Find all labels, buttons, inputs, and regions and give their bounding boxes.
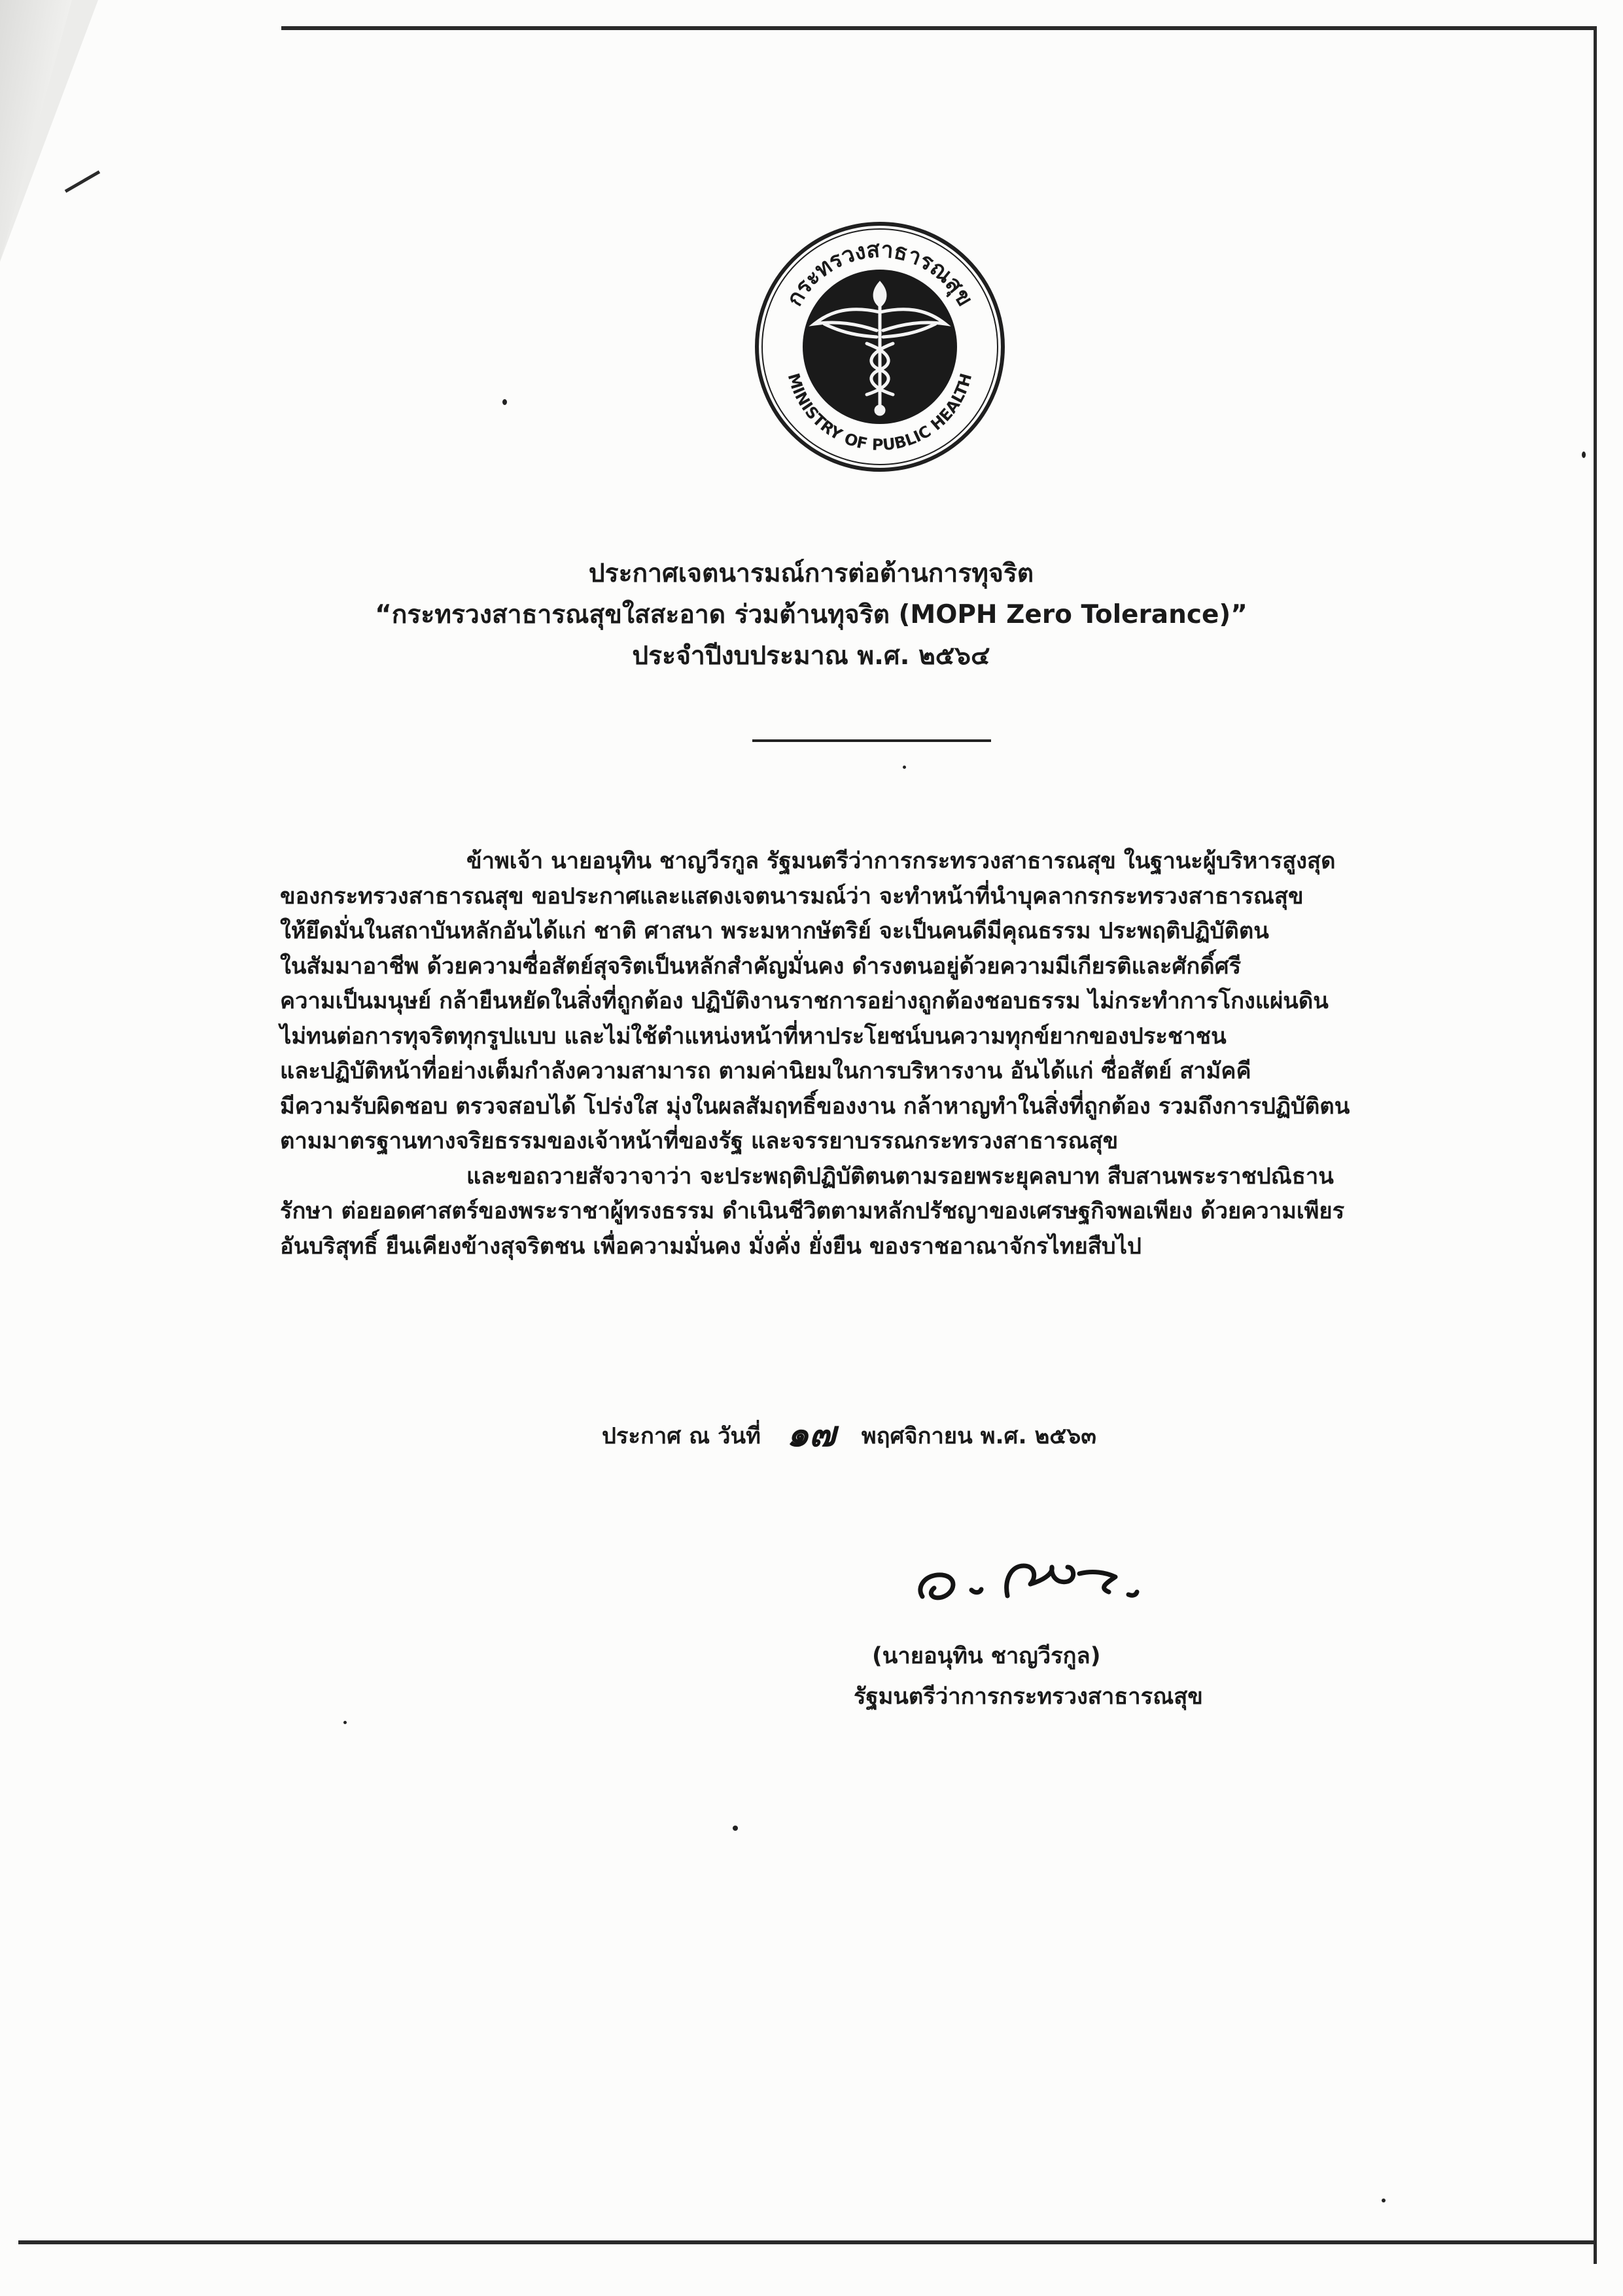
announcement-prefix: ประกาศ ณ วันที่ [602, 1423, 761, 1449]
scan-speck [1582, 451, 1586, 458]
announcement-day-handwritten: ๑๗ [786, 1413, 836, 1455]
signer-title: รัฐมนตรีว่าการกระทรวงสาธารณสุข [854, 1684, 1203, 1710]
page-border-right [1594, 26, 1597, 2264]
scan-speck [733, 1826, 738, 1831]
ministry-seal-logo [752, 219, 1007, 474]
announcement-date [602, 1413, 1096, 1455]
paragraph-1-line: มีความรับผิดชอบ ตรวจสอบได้ โปร่งใส มุ่งในผลสัมฤทธิ์ของงาน กล้าหาญทำในสิ่งที่ถูกต้อง รวมถึงการปฏิบัติตน [280, 1093, 1350, 1120]
paragraph-2-line: รักษา ต่อยอดศาสตร์ของพระราชาผู้ทรงธรรม ดำเนินชีวิตตามหลักปรัชญาของเศรษฐกิจพอเพียง ด้วยความเพียร [280, 1198, 1345, 1224]
handwritten-signature [896, 1541, 1171, 1613]
signer-block [854, 1636, 1246, 1717]
signer-name: (นายอนุทิน ชาญวีรกูล) [872, 1643, 1101, 1669]
title-line-2: “กระทรวงสาธารณสุขใสสะอาด ร่วมต้านทุจริต (MOPH Zero Tolerance)” [375, 600, 1248, 629]
title-line-1: ประกาศเจตนารมณ์การต่อต้านการทุจริต [588, 559, 1034, 588]
scan-speck [343, 1721, 347, 1724]
announcement-suffix: พฤศจิกายน พ.ศ. ๒๕๖๓ [861, 1423, 1096, 1449]
paragraph-1-line: ข้าพเจ้า นายอนุทิน ชาญวีรกูล รัฐมนตรีว่าการกระทรวงสาธารณสุข ในฐานะผู้บริหารสูงสุด [466, 848, 1336, 874]
paragraph-1-line: ในสัมมาอาชีพ ด้วยความซื่อสัตย์สุจริตเป็นหลักสำคัญมั่นคง ดำรงตนอยู่ด้วยความมีเกียรติและศักดิ์ศรี [280, 953, 1242, 980]
paragraph-1-line: ของกระทรวงสาธารณสุข ขอประกาศและแสดงเจตนารมณ์ว่า จะทำหน้าที่นำบุคลากรกระทรวงสาธารณสุข [280, 883, 1304, 910]
paragraph-1-line: ตามมาตรฐานทางจริยธรรมของเจ้าหน้าที่ของรัฐ และจรรยาบรรณกระทรวงสาธารณสุข [280, 1128, 1119, 1154]
scan-speck [502, 399, 507, 405]
paragraph-2-line: อันบริสุทธิ์ ยืนเคียงข้างสุจริตชน เพื่อความมั่นคง มั่งคั่ง ยั่งยืน ของราชอาณาจักรไทยสืบไป [280, 1233, 1142, 1260]
declaration-body [280, 844, 1471, 1264]
scan-speck [903, 766, 906, 769]
seal-thai-text: กระทรวงสาธารณสุข [781, 236, 979, 311]
paragraph-1-line: ให้ยึดมั่นในสถาบันหลักอันได้แก่ ชาติ ศาสนา พระมหากษัตริย์ จะเป็นคนดีมีคุณธรรม ประพฤติปฏิบัติตน [280, 918, 1269, 944]
scan-speck [1382, 2199, 1386, 2202]
page-border-top [281, 26, 1596, 30]
declaration-title [262, 553, 1361, 677]
paragraph-1-line: ความเป็นมนุษย์ กล้ายืนหยัดในสิ่งที่ถูกต้อง ปฏิบัติงานราชการอย่างถูกต้องชอบธรรม ไม่กระทำการโกงแผ่นดิน [280, 988, 1329, 1014]
title-underline [752, 739, 991, 742]
page-border-bottom [18, 2240, 1597, 2244]
paragraph-1-line: ไม่ทนต่อการทุจริตทุกรูปแบบ และไม่ใช้ตำแหน่งหน้าที่หาประโยชน์บนความทุกข์ยากของประชาชน [280, 1023, 1227, 1050]
seal-english-text: MINISTRY OF PUBLIC HEALTH [784, 371, 976, 455]
title-line-3: ประจำปีงบประมาณ พ.ศ. ๒๕๖๔ [632, 641, 990, 671]
paragraph-1-line: และปฏิบัติหน้าที่อย่างเต็มกำลังความสามารถ ตามค่านิยมในการบริหารงาน อันได้แก่ ซื่อสัตย์ สามัคคี [280, 1058, 1251, 1084]
paragraph-2-line: และขอถวายสัจวาจาว่า จะประพฤติปฏิบัติตนตามรอยพระยุคลบาท สืบสานพระราชปณิธาน [466, 1163, 1334, 1190]
